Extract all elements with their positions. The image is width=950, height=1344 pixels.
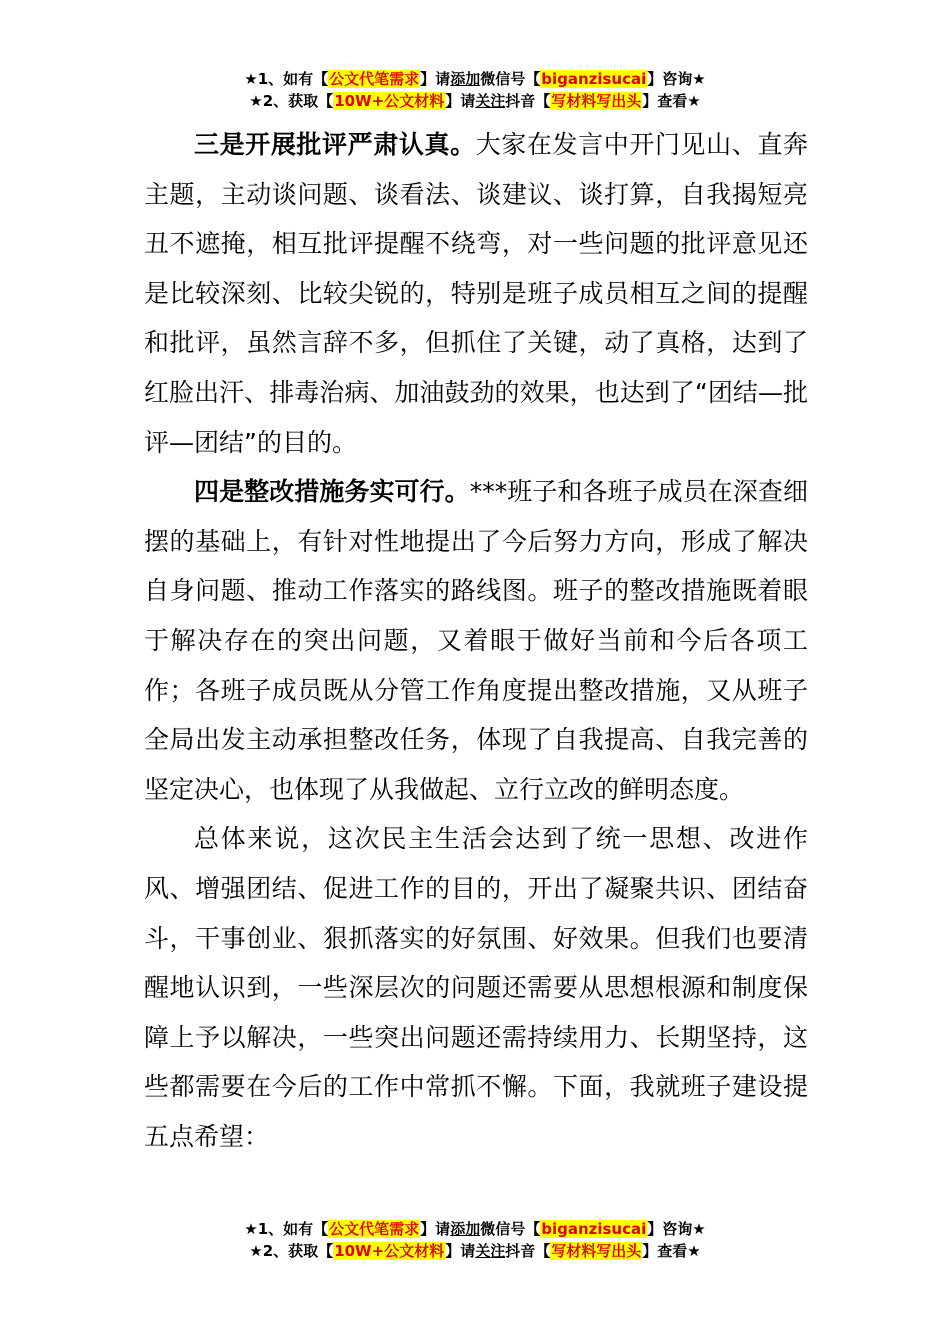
- banner-highlight: 10W+公文材料: [334, 1242, 445, 1260]
- banner-highlight: biganzisucai: [541, 1220, 647, 1238]
- banner-text: 】请: [420, 70, 451, 88]
- banner-text: ★2、获取【: [249, 1242, 334, 1260]
- paragraph-lead: 三是开展批评严肃认真。: [194, 130, 476, 159]
- footer-banner: [0, 1218, 950, 1262]
- paragraph-lead: 四是整改措施务实可行。: [194, 477, 470, 507]
- banner-text: 】请: [445, 1242, 476, 1260]
- banner-text: ★1、如有【: [244, 1220, 329, 1238]
- banner-text: 微信号【: [480, 70, 541, 88]
- banner-highlight: 公文代笔需求: [329, 1220, 420, 1238]
- paragraph-text: 总体来说，这次民主生活会达到了统一思想、改进作风、增强团结、促进工作的目的，开出了凝聚共识、团结奋斗，干事创业、狠抓落实的好氛围、好效果。但我们也要清醒地认识到，一些深层次的问题还需要从思想根源和制度保障上予以解决，一些突出问题还需持续用力、长期坚持，这些都需要在今后的工作中常抓不懈。下面，我就班子建设提五点希望：: [144, 824, 808, 1151]
- paragraph-text: 大家在发言中开门见山、直奔主题，主动谈问题、谈看法、谈建议、谈打算，自我揭短亮丑不遮掩，相互批评提醒不绕弯，对一些问题的批评意见还是比较深刻、比较尖锐的，特别是班子成员相互之间的提醒和批评，虽然言辞不多，但抓住了关键，动了真格，达到了红脸出汗、排毒治病、加油鼓劲的效果，也达到了“团结—批评—团结”的目的。: [144, 130, 808, 457]
- banner-text: ★1、如有【: [244, 70, 329, 88]
- banner-text: 抖音【: [505, 1242, 551, 1260]
- paragraph-summary: [144, 814, 808, 1161]
- paragraph-text: ***班子和各班子成员在深查细摆的基础上，有针对性地提出了今后努力方向，形成了解决自身问题、推动工作落实的路线图。班子的整改措施既着眼于解决存在的突出问题，又着眼于做好当前和今后各项工作；各班子成员既从分管工作角度提出整改措施，又从班子全局出发主动承担整改任务，体现了自我提高、自我完善的坚定决心，也体现了从我做起、立行立改的鲜明态度。: [144, 477, 808, 804]
- banner-text: 抖音【: [505, 92, 551, 110]
- banner-underline: 添加: [450, 1220, 481, 1238]
- banner-line-1: [0, 68, 950, 90]
- paragraph-criticism: [144, 120, 808, 467]
- banner-text: 】请: [445, 92, 476, 110]
- banner-text: 】查看★: [642, 1242, 701, 1260]
- banner-highlight: biganzisucai: [541, 70, 647, 88]
- banner-underline: 添加: [450, 70, 481, 88]
- banner-underline: 关注: [475, 1242, 506, 1260]
- banner-text: 】咨询★: [647, 1220, 706, 1238]
- banner-highlight: 公文代笔需求: [329, 70, 420, 88]
- banner-highlight: 10W+公文材料: [334, 92, 445, 110]
- banner-line-1: [0, 1218, 950, 1240]
- document-body: [144, 120, 808, 1161]
- banner-text: 微信号【: [480, 1220, 541, 1238]
- banner-highlight: 写材料写出头: [551, 1242, 642, 1260]
- banner-text: 】查看★: [642, 92, 701, 110]
- banner-text: 】请: [420, 1220, 451, 1238]
- banner-underline: 关注: [475, 92, 506, 110]
- header-banner: [0, 68, 950, 112]
- banner-text: 】咨询★: [647, 70, 706, 88]
- paragraph-rectification: [144, 467, 808, 814]
- banner-line-2: [0, 90, 950, 112]
- banner-line-2: [0, 1240, 950, 1262]
- banner-text: ★2、获取【: [249, 92, 334, 110]
- banner-highlight: 写材料写出头: [551, 92, 642, 110]
